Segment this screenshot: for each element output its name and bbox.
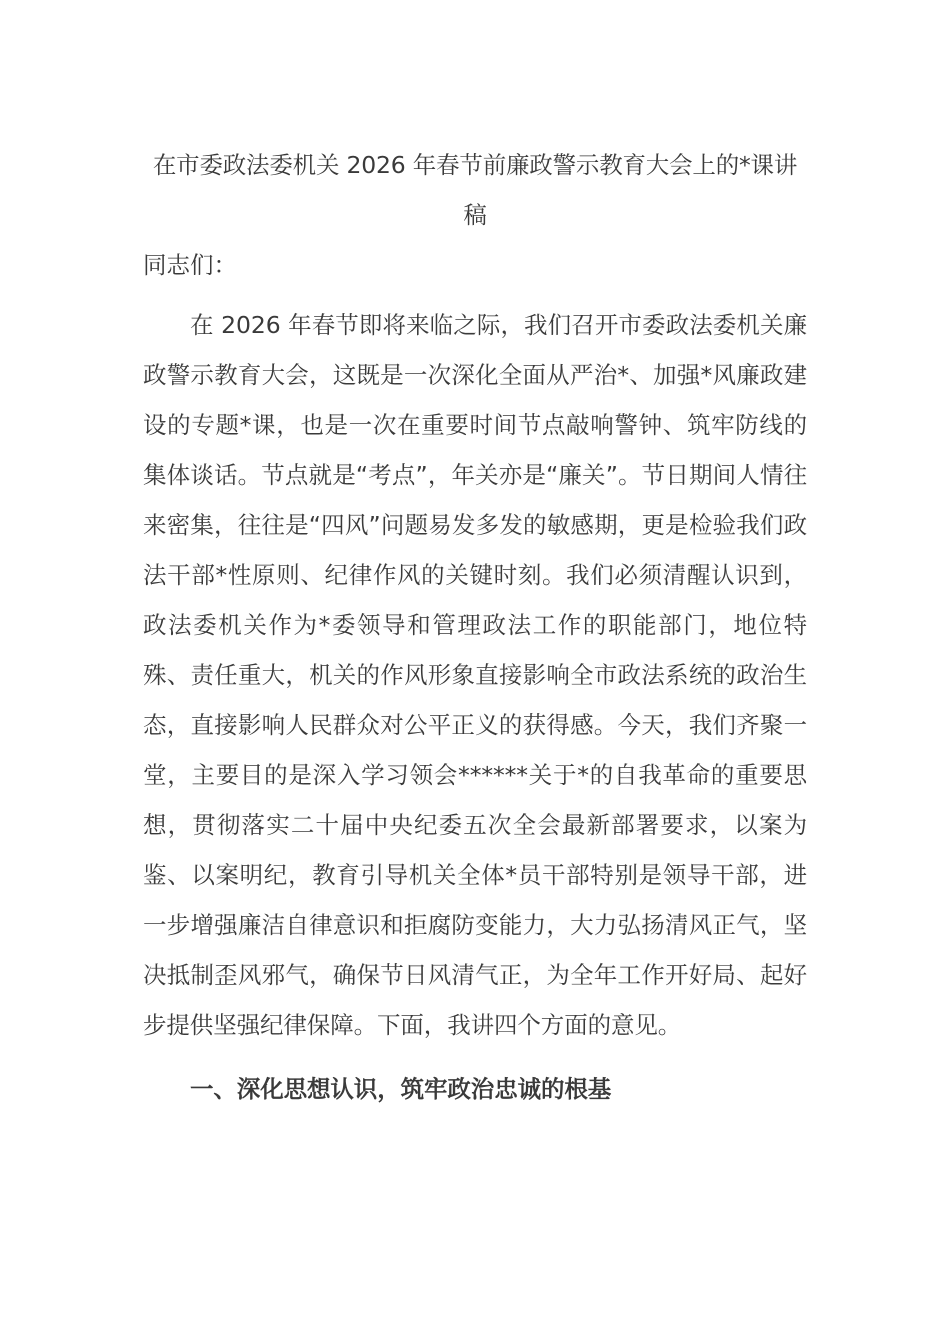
section-heading: 一、深化思想认识，筑牢政治忠诚的根基 xyxy=(190,1075,612,1103)
body-paragraph: 在 2026 年春节即将来临之际，我们召开市委政法委机关廉政警示教育大会，这既是一次深化全面从严治*、加强*风廉政建设的专题*课，也是一次在重要时间节点敲响警钟、筑牢防线的集体谈话。节点就是“考点”，年关亦是“廉关”。节日期间人情往来密集，往往是“四风”问题易发多发的敏感期，更是检验我们政法干部*性原则、纪律作风的关键时刻。我们必须清醒认识到，政法委机关作为*委领导和管理政法工作的职能部门，地位特殊、责任重大，机关的作风形象直接影响全市政法系统的政治生态，直接影响人民群众对公平正义的获得感。今天，我们齐聚一堂，主要目的是深入学习领会******关于*的自我革命的重要思想，贯彻落实二十届中央纪委五次全会最新部署要求，以案为鉴、以案明纪，教育引导机关全体*员干部特别是领导干部，进一步增强廉洁自律意识和拒腐防变能力，大力弘扬清风正气，坚决抵制歪风邪气，确保节日风清气正，为全年工作开好局、起好步提供坚强纪律保障。下面，我讲四个方面的意见。 xyxy=(143,311,807,1039)
document-page xyxy=(143,140,807,1114)
document-title xyxy=(137,140,813,240)
title-line-1: 在市委政法委机关 2026 年春节前廉政警示教育大会上的*课讲 xyxy=(152,151,798,179)
salutation: 同志们： xyxy=(143,251,237,279)
title-line-2: 稿 xyxy=(463,201,487,229)
